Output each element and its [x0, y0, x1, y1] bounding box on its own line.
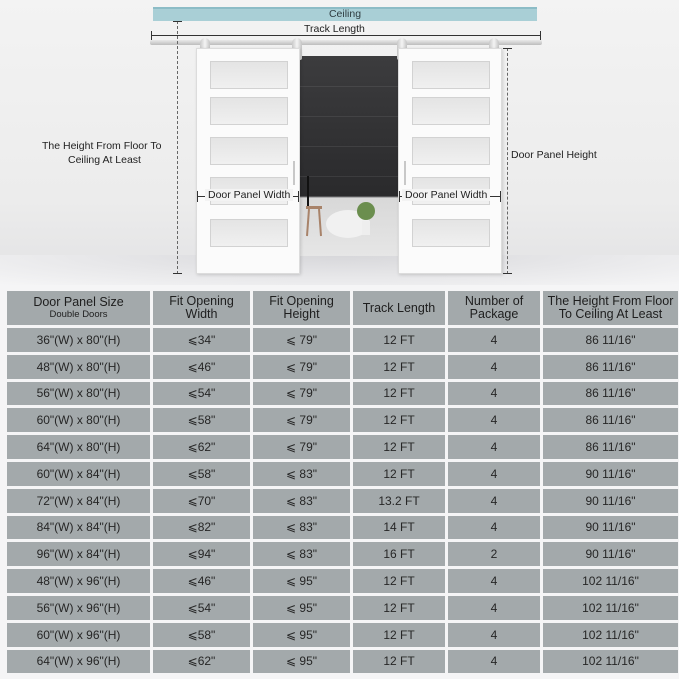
package-cell: 4 — [448, 355, 540, 379]
package-cell: 4 — [448, 516, 540, 540]
width-cell: ⩽34" — [153, 328, 250, 352]
floor — [0, 255, 679, 285]
dimension-tick — [173, 21, 182, 22]
size-cell: 60"(W) x 96"(H) — [7, 623, 150, 647]
header-fit-opening-height — [253, 291, 350, 325]
width-cell: ⩽46" — [153, 355, 250, 379]
track-cell: 12 FT — [353, 650, 445, 674]
header-number-of-package — [448, 291, 540, 325]
ceiling-cell: 90 11/16" — [543, 516, 678, 540]
table-row — [7, 596, 678, 620]
track-cell: 12 FT — [353, 462, 445, 486]
track-cell: 12 FT — [353, 435, 445, 459]
ceiling-cell: 86 11/16" — [543, 435, 678, 459]
header-text: Door Panel Size — [33, 295, 124, 309]
plant — [357, 202, 375, 220]
ceiling-cell: 86 11/16" — [543, 408, 678, 432]
ceiling-cell: 90 11/16" — [543, 542, 678, 566]
doorway-opening — [296, 56, 400, 256]
dimension-tick — [399, 191, 400, 202]
plant-vase — [362, 221, 370, 235]
dimension-tick — [298, 191, 299, 202]
dimension-tick — [503, 273, 512, 274]
track-cell: 12 FT — [353, 355, 445, 379]
width-cell: ⩽58" — [153, 462, 250, 486]
height-cell: ⩽ 79" — [253, 328, 350, 352]
stool-leg — [307, 209, 309, 236]
size-cell: 36"(W) x 80"(H) — [7, 328, 150, 352]
track-cell: 13.2 FT — [353, 489, 445, 513]
header-floor-to-ceiling-height — [543, 291, 678, 325]
size-cell: 48"(W) x 80"(H) — [7, 355, 150, 379]
width-cell: ⩽70" — [153, 489, 250, 513]
width-cell: ⩽62" — [153, 650, 250, 674]
spec-table — [4, 288, 679, 676]
header-fit-opening-width — [153, 291, 250, 325]
dimension-tick — [173, 273, 182, 274]
package-cell: 4 — [448, 435, 540, 459]
floor-to-ceiling-dimension-line — [177, 21, 178, 274]
ceiling-cell: 102 11/16" — [543, 650, 678, 674]
track-cell: 12 FT — [353, 408, 445, 432]
size-cell: 48"(W) x 96"(H) — [7, 569, 150, 593]
header-door-panel-size — [7, 291, 150, 325]
glass-pane — [412, 61, 490, 89]
height-cell: ⩽ 95" — [253, 650, 350, 674]
header-text: The Height From Floor — [547, 294, 674, 308]
package-cell: 4 — [448, 408, 540, 432]
size-cell: 64"(W) x 80"(H) — [7, 435, 150, 459]
size-cell: 72"(W) x 84"(H) — [7, 489, 150, 513]
header-text: To Ceiling At Least — [558, 307, 663, 321]
height-cell: ⩽ 95" — [253, 596, 350, 620]
door-handle — [404, 161, 406, 185]
width-cell: ⩽54" — [153, 596, 250, 620]
glass-pane — [210, 61, 288, 89]
glass-pane — [210, 219, 288, 247]
ceiling-cell: 102 11/16" — [543, 569, 678, 593]
table-row — [7, 623, 678, 647]
size-cell: 64"(W) x 96"(H) — [7, 650, 150, 674]
table-row — [7, 355, 678, 379]
package-cell: 4 — [448, 382, 540, 406]
floor-to-ceiling-label: Ceiling At Least — [68, 154, 141, 166]
header-text: Number of — [464, 294, 524, 308]
dimension-tick — [503, 48, 512, 49]
track-cell: 14 FT — [353, 516, 445, 540]
table-row — [7, 542, 678, 566]
table-row — [7, 462, 678, 486]
table-row — [7, 569, 678, 593]
track-length-label: Track Length — [301, 23, 368, 35]
table-row — [7, 650, 678, 674]
size-cell: 96"(W) x 84"(H) — [7, 542, 150, 566]
size-cell: 56"(W) x 96"(H) — [7, 596, 150, 620]
door-panel-width-label-left: Door Panel Width — [205, 189, 293, 201]
size-cell: 84"(W) x 84"(H) — [7, 516, 150, 540]
header-track-length — [353, 291, 445, 325]
side-stool — [306, 206, 322, 209]
table-row — [7, 489, 678, 513]
table-row — [7, 408, 678, 432]
glass-pane — [210, 97, 288, 125]
track-cell: 12 FT — [353, 382, 445, 406]
track-cell: 12 FT — [353, 596, 445, 620]
package-cell: 4 — [448, 328, 540, 352]
ceiling-cell: 90 11/16" — [543, 489, 678, 513]
ceiling-cell: 86 11/16" — [543, 355, 678, 379]
table-header-row — [7, 291, 678, 325]
height-cell: ⩽ 79" — [253, 355, 350, 379]
width-cell: ⩽58" — [153, 623, 250, 647]
height-cell: ⩽ 79" — [253, 435, 350, 459]
track-cell: 12 FT — [353, 569, 445, 593]
width-cell: ⩽94" — [153, 542, 250, 566]
package-cell: 4 — [448, 596, 540, 620]
header-text: Fit Opening — [269, 294, 334, 308]
track-cell: 16 FT — [353, 542, 445, 566]
size-cell: 60"(W) x 84"(H) — [7, 462, 150, 486]
table-row — [7, 382, 678, 406]
package-cell: 4 — [448, 623, 540, 647]
header-text: Track Length — [362, 300, 436, 315]
right-door-panel — [398, 48, 502, 274]
floor-to-ceiling-label: The Height From Floor To — [42, 140, 162, 152]
height-cell: ⩽ 83" — [253, 462, 350, 486]
left-door-panel — [196, 48, 300, 274]
header-text: Package — [469, 307, 519, 321]
width-cell: ⩽54" — [153, 382, 250, 406]
height-cell: ⩽ 83" — [253, 516, 350, 540]
bathroom-view — [296, 56, 400, 256]
track-cell: 12 FT — [353, 623, 445, 647]
table-row — [7, 328, 678, 352]
glass-pane — [210, 137, 288, 165]
width-cell: ⩽62" — [153, 435, 250, 459]
ceiling-cell: 90 11/16" — [543, 462, 678, 486]
width-cell: ⩽82" — [153, 516, 250, 540]
header-text: Height — [283, 307, 320, 321]
dimension-tick — [197, 191, 198, 202]
table-row — [7, 516, 678, 540]
package-cell: 4 — [448, 650, 540, 674]
dimension-tick — [500, 191, 501, 202]
ceiling-cell: 102 11/16" — [543, 596, 678, 620]
stool-leg — [319, 209, 321, 236]
header-text: Fit Opening — [169, 294, 234, 308]
door-panel-height-dimension-line — [507, 48, 508, 274]
dimension-tick — [540, 31, 541, 40]
door-panel-height-label: Door Panel Height — [511, 149, 597, 161]
track-length-dimension-line — [151, 35, 541, 36]
glass-pane — [412, 97, 490, 125]
size-cell: 56"(W) x 80"(H) — [7, 382, 150, 406]
door-diagram — [0, 0, 679, 285]
height-cell: ⩽ 95" — [253, 623, 350, 647]
ceiling-cell: 102 11/16" — [543, 623, 678, 647]
glass-pane — [412, 137, 490, 165]
ceiling-cell: 86 11/16" — [543, 328, 678, 352]
door-panel-width-label-right: Door Panel Width — [402, 189, 490, 201]
ceiling-label: Ceiling — [328, 8, 362, 20]
package-cell: 4 — [448, 569, 540, 593]
track-cell: 12 FT — [353, 328, 445, 352]
header-text: Width — [185, 307, 218, 321]
package-cell: 4 — [448, 462, 540, 486]
height-cell: ⩽ 79" — [253, 408, 350, 432]
table-row — [7, 435, 678, 459]
package-cell: 2 — [448, 542, 540, 566]
package-cell: 4 — [448, 489, 540, 513]
door-handle — [293, 161, 295, 185]
height-cell: ⩽ 83" — [253, 489, 350, 513]
dimension-tick — [151, 31, 152, 40]
height-cell: ⩽ 83" — [253, 542, 350, 566]
height-cell: ⩽ 95" — [253, 569, 350, 593]
header-subtext: Double Doors — [49, 309, 108, 320]
ceiling-cell: 86 11/16" — [543, 382, 678, 406]
width-cell: ⩽58" — [153, 408, 250, 432]
height-cell: ⩽ 79" — [253, 382, 350, 406]
width-cell: ⩽46" — [153, 569, 250, 593]
glass-pane — [412, 219, 490, 247]
size-cell: 60"(W) x 80"(H) — [7, 408, 150, 432]
